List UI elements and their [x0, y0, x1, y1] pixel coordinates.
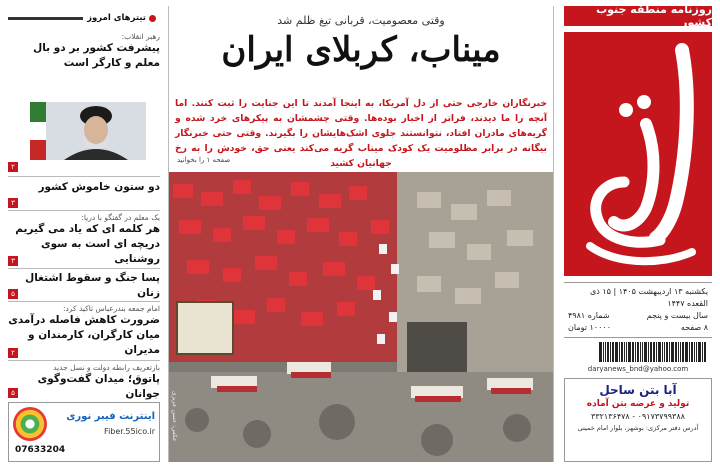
issue-info	[564, 282, 712, 338]
logo-calligraphy-icon	[564, 32, 712, 276]
page-number: ۳	[8, 256, 18, 266]
portrait-photo-icon	[30, 102, 146, 160]
ad-subtitle: تولید و عرضه بتن آماده	[586, 399, 690, 409]
story-title: پسا جنگ و سقوط اشتغال زنان	[25, 272, 160, 299]
issue-number: شماره ۴۹۸۱	[568, 311, 610, 320]
story-title: پیشرفت کشور بر دو بال معلم و کارگر است	[33, 42, 160, 69]
lead-photo	[169, 172, 553, 462]
masthead-website: daryanews_bnd@yahoo.com	[587, 365, 689, 373]
continued-link[interactable]: صفحه ۱ را بخوانید	[177, 156, 231, 164]
ad-address: آدرس دفتر مرکزی: بوشهر، بلوار امام خمینی	[577, 424, 699, 432]
ad-title: آبا بتن ساحل	[599, 383, 677, 397]
story-title: ضرورت کاهش فاصله درآمدی میان کارگران، کارمندان و مدیران	[8, 314, 160, 356]
bullet-icon	[149, 15, 156, 22]
divider	[8, 301, 160, 302]
masthead-tagline: روزنامه منطقه جنوب کشور	[564, 6, 712, 26]
page-number: ۵	[8, 289, 18, 299]
story-title: دو ستون خاموش کشور	[38, 181, 160, 193]
ad-url: Fiber.55ico.ir	[104, 427, 155, 436]
divider	[8, 360, 160, 361]
story-kicker: امام جمعه بندرعباس تاکید کرد:	[63, 304, 160, 313]
issue-price: ۱۰۰۰۰ تومان	[568, 323, 611, 332]
story-kicker: رهبر انقلاب:	[121, 32, 160, 41]
headlines-column	[8, 6, 160, 462]
divider	[8, 268, 160, 269]
divider	[8, 176, 160, 177]
story-1[interactable]	[8, 32, 160, 71]
fiber-internet-ad[interactable]	[8, 402, 160, 462]
masthead-logo	[564, 32, 712, 276]
story-3[interactable]	[8, 213, 160, 267]
lead-kicker: وقتی معصومیت، قربانی تیغ ظلم شد	[277, 14, 445, 27]
ad-brand: اینترنت فیبر نوری	[66, 411, 155, 422]
section-rule	[8, 17, 83, 20]
section-header	[8, 10, 160, 26]
masthead	[564, 3, 712, 462]
ad-phone: ۳۳۲۱۳۶۴۷۸ - ۰۹۱۷۳۷۹۹۳۸۸	[591, 412, 685, 421]
issue-pages: ۸ صفحه	[680, 323, 708, 332]
story-2[interactable]	[8, 180, 160, 195]
issue-date: یکشنبه ۱۳ اردیبهشت ۱۴۰۵ | ۱۵ ذی القعده ۱۴۴۷	[589, 287, 708, 308]
leader-portrait	[30, 102, 146, 160]
section-label-text: تیترهای امروز	[87, 13, 146, 23]
story-title: پاتوق؛ میدان گفت‌وگوی جوانان	[37, 373, 160, 400]
issue-year: سال بیست و پنجم	[646, 311, 708, 320]
story-kicker: یک معلم در گفتگو با دریا:	[81, 213, 160, 222]
ad-phone: 07633204	[15, 445, 66, 455]
page-number: ۵	[8, 388, 18, 398]
story-kicker: بازتعریف رابطه دولت و نسل جدید	[53, 363, 160, 372]
page-number: ۳	[8, 198, 18, 208]
barcode-icon	[570, 342, 706, 362]
divider	[8, 210, 160, 211]
story-4[interactable]	[8, 271, 160, 301]
lead-headline: میناب، کربلای ایران	[221, 30, 501, 70]
lead-paragraph: خبرنگاران خارجی حتی از دل آمریکا، به اینجا آمدند تا این جنایت را ثبت کنند. اما آنچه را ما دیدند، فراتر از اخبار بوده‌ها. وقتی چشمشان به پیکرهای خرد شده و گریه‌های مادران افتاد، نتوانستند جلوی اشک‌هایشان را بگیرند. وقتی حتی خبرنگار بیگانه در برابر مظلومیت یک کودک میناب گریه می‌کند یعنی حق، خودش را به رخ جهانیان کشید	[175, 98, 547, 169]
page-number: ۲	[8, 348, 18, 358]
fiber-logo-icon	[13, 407, 47, 441]
section-label	[83, 13, 160, 23]
memorial-photo-icon	[169, 172, 553, 462]
page-number: ۲	[8, 162, 18, 172]
story-5[interactable]	[8, 304, 160, 358]
lead-story	[168, 6, 554, 462]
masthead-advertisement	[564, 378, 712, 462]
story-title: هر کلمه ای که یاد می گیریم دریچه ای است به سوی روشنایی	[15, 223, 160, 265]
photo-credit: عکس: حسن عزیزی	[171, 391, 178, 442]
story-6[interactable]	[8, 363, 160, 402]
